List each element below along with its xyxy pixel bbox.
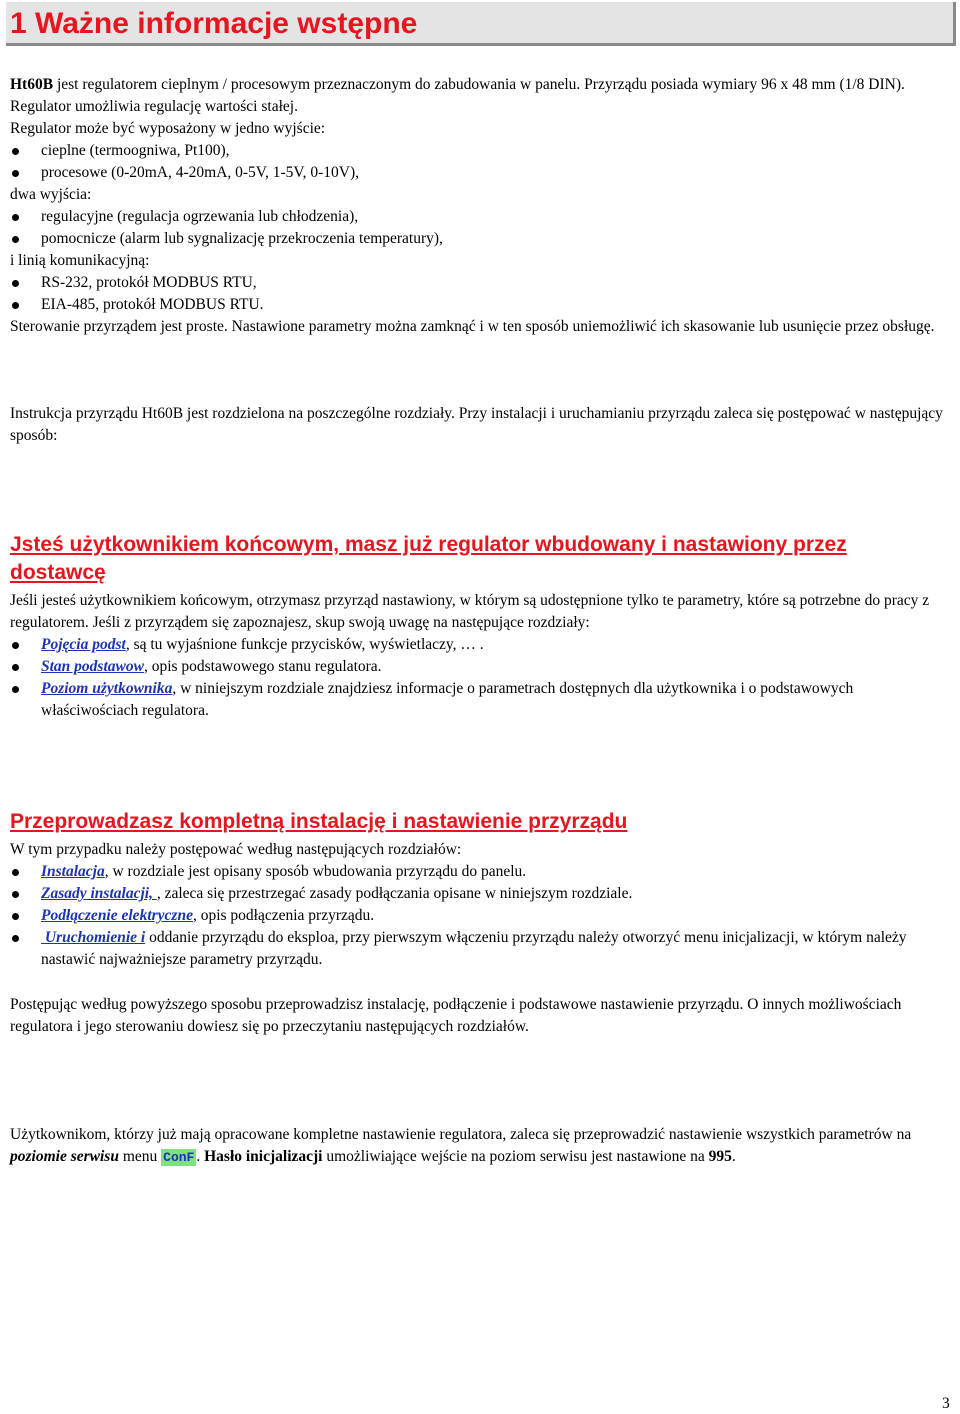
- link-basic-state[interactable]: Stan podstawow: [41, 658, 144, 675]
- closing-paragraph: Postępując według powyższego sposobu przeprowadzisz instalację, podłączenie i podstawowe nastawienie przyrządu. O innych możliwościach regulatora i jego sterowaniu dowiesz się po przeczytaniu następujących rozdziałów.: [10, 996, 902, 1035]
- link-user-level[interactable]: Poziom użytkownika: [41, 680, 173, 697]
- list-item: regulacyjne (regulacja ogrzewania lub chłodzenia),: [10, 206, 944, 228]
- section-title: Jsteś użytkownikiem końcowym, masz już regulator wbudowany i nastawiony przez dostawcę: [10, 533, 847, 584]
- page-number: 3: [942, 1395, 950, 1412]
- intro-line-3: Regulator może być wyposażony w jedno wyjście:: [10, 120, 326, 137]
- intro-line-2: Regulator umożliwia regulację wartości stałej.: [10, 98, 298, 115]
- list-item: Uruchomienie i oddanie przyrządu do eksploa, przy pierwszym włączeniu przyrządu należy otworzyć menu inicjalizacji, w którym należy nastawić najważniejsze parametry przyrządu.: [10, 927, 944, 971]
- list-item: EIA-485, protokół MODBUS RTU.: [10, 294, 944, 316]
- list-item: Instalacja, w rozdziale jest opisany sposób wbudowania przyrządu do panelu.: [10, 861, 944, 883]
- service-level-text: poziomie serwisu: [10, 1148, 119, 1165]
- chapter-list: [10, 634, 944, 722]
- list-item: Podłączenie elektryczne, opis podłączenia przyrządu.: [10, 905, 944, 927]
- control-paragraph: Sterowanie przyrządem jest proste. Nastawione parametry można zamknąć i w ten sposób uniemożliwić ich skasowanie lub usunięcie przez obsługę.: [10, 318, 935, 335]
- list-item: Poziom użytkownika, w niniejszym rozdziale znajdziesz informacje o parametrach dostępnych dla użytkownika i o podstawowych właściwościach regulatora.: [10, 678, 944, 722]
- comm-list: [10, 272, 944, 316]
- link-commissioning[interactable]: Uruchomienie i: [41, 929, 146, 946]
- section-text: Jeśli jesteś użytkownikiem końcowym, otrzymasz przyrząd nastawiony, w którym są udostępnione tylko te parametry, które są potrzebne do pracy z regulatorem. Jeśli z przyrządem się zapoznajesz, skup swoją uwagę na następujące rozdziały:: [10, 592, 930, 631]
- chapter-header: [6, 2, 956, 46]
- conf-menu-badge: ConF: [163, 1150, 195, 1165]
- list-item: Zasady instalacji, , zaleca się przestrzegać zasady podłączania opisane w niniejszym rozdziale.: [10, 883, 944, 905]
- list-item: pomocnicze (alarm lub sygnalizację przekroczenia temperatury),: [10, 228, 944, 250]
- link-basic-concepts[interactable]: Pojęcia podst: [41, 636, 126, 653]
- list-item: RS-232, protokół MODBUS RTU,: [10, 272, 944, 294]
- intro-line-1: Ht60B jest regulatorem cieplnym / procesowym przeznaczonym do zabudowania w panelu. Przyrządu posiada wymiary 96 x 48 mm (1/8 DIN).: [10, 76, 905, 93]
- list-item: cieplne (termoogniwa, Pt100),: [10, 140, 944, 162]
- link-electrical-connection[interactable]: Podłączenie elektryczne: [41, 907, 193, 924]
- list-item: Stan podstawow, opis podstawowego stanu regulatora.: [10, 656, 944, 678]
- two-outputs-list: [10, 206, 944, 250]
- intro-block: [10, 74, 944, 338]
- link-installation-rules[interactable]: Zasady instalacji,: [41, 885, 157, 902]
- manual-paragraph: Instrukcja przyrządu Ht60B jest rozdzielona na poszczególne rozdziały. Przy instalacji i uruchamianiu przyrządu zaleca się postępować w następujący sposób:: [10, 405, 943, 444]
- section-title: Przeprowadzasz kompletną instalację i nastawienie przyrządu: [10, 810, 628, 833]
- final-paragraph: Użytkownikom, którzy już mają opracowane kompletne nastawienie regulatora, zaleca się przeprowadzić nastawienie wszystkich parametrów na poziomie serwisu menu ConF . Hasło inicjalizacji umożliwiające wejście na poziom serwisu jest nastawione na 995.: [10, 1126, 912, 1165]
- list-item: Pojęcia podst, są tu wyjaśnione funkcje przycisków, wyświetlaczy, … .: [10, 634, 944, 656]
- chapter-title: 1 Ważne informacje wstępne: [10, 7, 418, 40]
- two-outputs-label: dwa wyjścia:: [10, 186, 92, 203]
- section-installation: [10, 808, 944, 971]
- link-installation[interactable]: Instalacja: [41, 863, 105, 880]
- comm-label: i linią komunikacyjną:: [10, 252, 150, 269]
- password-value: 995: [708, 1148, 732, 1165]
- list-item: procesowe (0-20mA, 4-20mA, 0-5V, 1-5V, 0-10V),: [10, 162, 944, 184]
- outputs-list: [10, 140, 944, 184]
- password-label: Hasło inicjalizacji: [204, 1148, 323, 1165]
- section-text: W tym przypadku należy postępować według następujących rozdziałów:: [10, 841, 462, 858]
- chapter-list: [10, 861, 944, 971]
- section-end-user: [10, 531, 944, 722]
